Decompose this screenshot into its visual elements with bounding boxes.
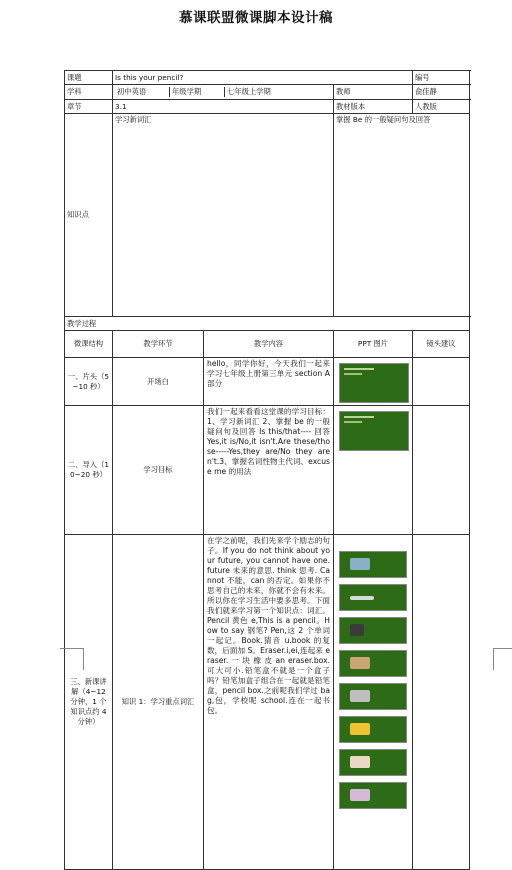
crop-mark bbox=[83, 648, 84, 670]
stage-cell: 知识 1：学习重点词汇 bbox=[113, 535, 204, 870]
row-knowledge bbox=[65, 114, 470, 317]
ppt-slide-thumbnail bbox=[339, 617, 407, 644]
grade-value: 七年级上学期 bbox=[227, 87, 271, 96]
slide-title-bar bbox=[344, 368, 374, 370]
edition-value: 人教版 bbox=[413, 100, 470, 114]
camera-cell bbox=[413, 406, 470, 535]
ppt-cell bbox=[334, 406, 413, 535]
header-stage: 教学环节 bbox=[113, 331, 204, 358]
process-label: 教学过程 bbox=[65, 317, 470, 331]
ppt-slide-thumbnail bbox=[339, 683, 407, 710]
crop-mark bbox=[493, 648, 494, 670]
section-value: 3.1 bbox=[113, 100, 334, 114]
header-ppt: PPT 图片 bbox=[334, 331, 413, 358]
ppt-cell bbox=[334, 358, 413, 406]
row-topic bbox=[65, 71, 470, 85]
row-intro bbox=[65, 358, 470, 406]
eraser-picture bbox=[350, 723, 370, 735]
header-structure: 微课结构 bbox=[65, 331, 113, 358]
content-cell: hello，同学你好，今天我们一起来学习七年级上册第三单元 section A 部分 bbox=[204, 358, 334, 406]
crop-mark bbox=[60, 648, 84, 649]
schoolbag-picture bbox=[350, 789, 370, 801]
knowledge-point-1: 学习新词汇 bbox=[113, 114, 334, 317]
ppt-slide-thumbnail bbox=[339, 363, 409, 403]
content-cell: 在学之前呢，我们先来学个励志的句子。If you do not think about your future, you cannot have one. future 未来的意思. think 思考. Cannot 不能，can 的否定。如果你不思考自己的未来，你就不会有未来。所以你在学习生活中要多思考。下面我们就来学习第一个知识点：词汇。Pencil 黄色 e,This is a pencil。How to say 钢笔? Pen,这 2 个单词一起记。Book.猜音 u.book 的复数，后面加 S。Eraser.i,ei,连起来 eraser. 一 块 橡 皮 an eraser.box.可大可小.铅笔盒不就是一个盒子吗？铅笔加盒子组合在一起就是铅笔盒，pencil box.之前呢我们学过 bag,包，学校呢 school.连在一起书包。 bbox=[204, 535, 334, 870]
knowledge-label: 知识点 bbox=[65, 114, 113, 317]
topic-value: Is this your pencil? bbox=[113, 71, 413, 85]
landscape-picture bbox=[350, 558, 370, 570]
header-camera: 镜头建议 bbox=[413, 331, 470, 358]
book-picture bbox=[350, 657, 370, 669]
header-content: 教学内容 bbox=[204, 331, 334, 358]
slide-subtitle-bar bbox=[344, 373, 362, 375]
pencil-box-picture bbox=[350, 756, 370, 768]
teacher-value: 俞佳静 bbox=[413, 85, 470, 100]
camera-cell bbox=[413, 358, 470, 406]
ppt-slide-thumbnail bbox=[339, 584, 407, 611]
number-cell bbox=[413, 71, 470, 85]
ppt-slide-thumbnail bbox=[339, 551, 407, 578]
subject-label: 学科 bbox=[65, 85, 113, 100]
content-cell: 我们一起来看看这堂课的学习目标：1、学习新词汇 2、掌握 be 的一般疑问句及回答 Is this/that---- 回答 Yes,it is/No,it isn't.Are these/those-----Yes,they are/No they aren't.3、掌握名词性物主代词、excuse me 的用法 bbox=[204, 406, 334, 535]
teacher-label: 教师 bbox=[334, 85, 413, 100]
row-lead-in bbox=[65, 406, 470, 535]
camera-cell bbox=[413, 535, 470, 870]
structure-cell: 二、导入（10~20 秒） bbox=[65, 406, 113, 535]
stage-cell: 学习目标 bbox=[113, 406, 204, 535]
ppt-slide-thumbnail bbox=[339, 650, 407, 677]
row-process-label bbox=[65, 317, 470, 331]
knowledge-point-2: 掌握 Be 的一般疑问句及回答 bbox=[334, 114, 470, 317]
grade-label: 年级学期 bbox=[170, 87, 225, 97]
stage-cell: 开场白 bbox=[113, 358, 204, 406]
structure-cell: 三、新课讲解（4~12 分钟，1 个知识点约 4 分钟） bbox=[65, 535, 113, 870]
structure-cell: 一、片头（5~10 秒） bbox=[65, 358, 113, 406]
ppt-slide-thumbnail bbox=[339, 411, 409, 451]
row-new-lesson bbox=[65, 535, 470, 870]
slide-title-bar bbox=[344, 416, 374, 418]
slide-subtitle-bar bbox=[344, 421, 362, 423]
row-section bbox=[65, 100, 470, 114]
topic-label: 课题 bbox=[65, 71, 113, 85]
ppt-slide-thumbnail bbox=[339, 716, 407, 743]
subject-value: 初中英语 bbox=[115, 87, 170, 97]
crop-mark bbox=[493, 648, 512, 649]
ppt-slide-thumbnail bbox=[339, 749, 407, 776]
section-label: 章节 bbox=[65, 100, 113, 114]
ppt-cell bbox=[334, 535, 413, 870]
number-label: 编号 bbox=[415, 72, 430, 82]
row-subject bbox=[65, 85, 470, 100]
row-process-headers bbox=[65, 331, 470, 358]
subject-grade-subtable bbox=[115, 87, 331, 97]
lesson-script-table bbox=[64, 70, 470, 870]
edition-label: 教材版本 bbox=[334, 100, 413, 114]
pen-picture bbox=[350, 624, 364, 636]
pencil-picture bbox=[350, 596, 374, 600]
pen-picture bbox=[350, 690, 370, 702]
subject-grade-cell bbox=[113, 85, 334, 100]
ppt-slide-thumbnail bbox=[339, 782, 407, 809]
document-title: 慕课联盟微课脚本设计稿 bbox=[179, 10, 333, 26]
